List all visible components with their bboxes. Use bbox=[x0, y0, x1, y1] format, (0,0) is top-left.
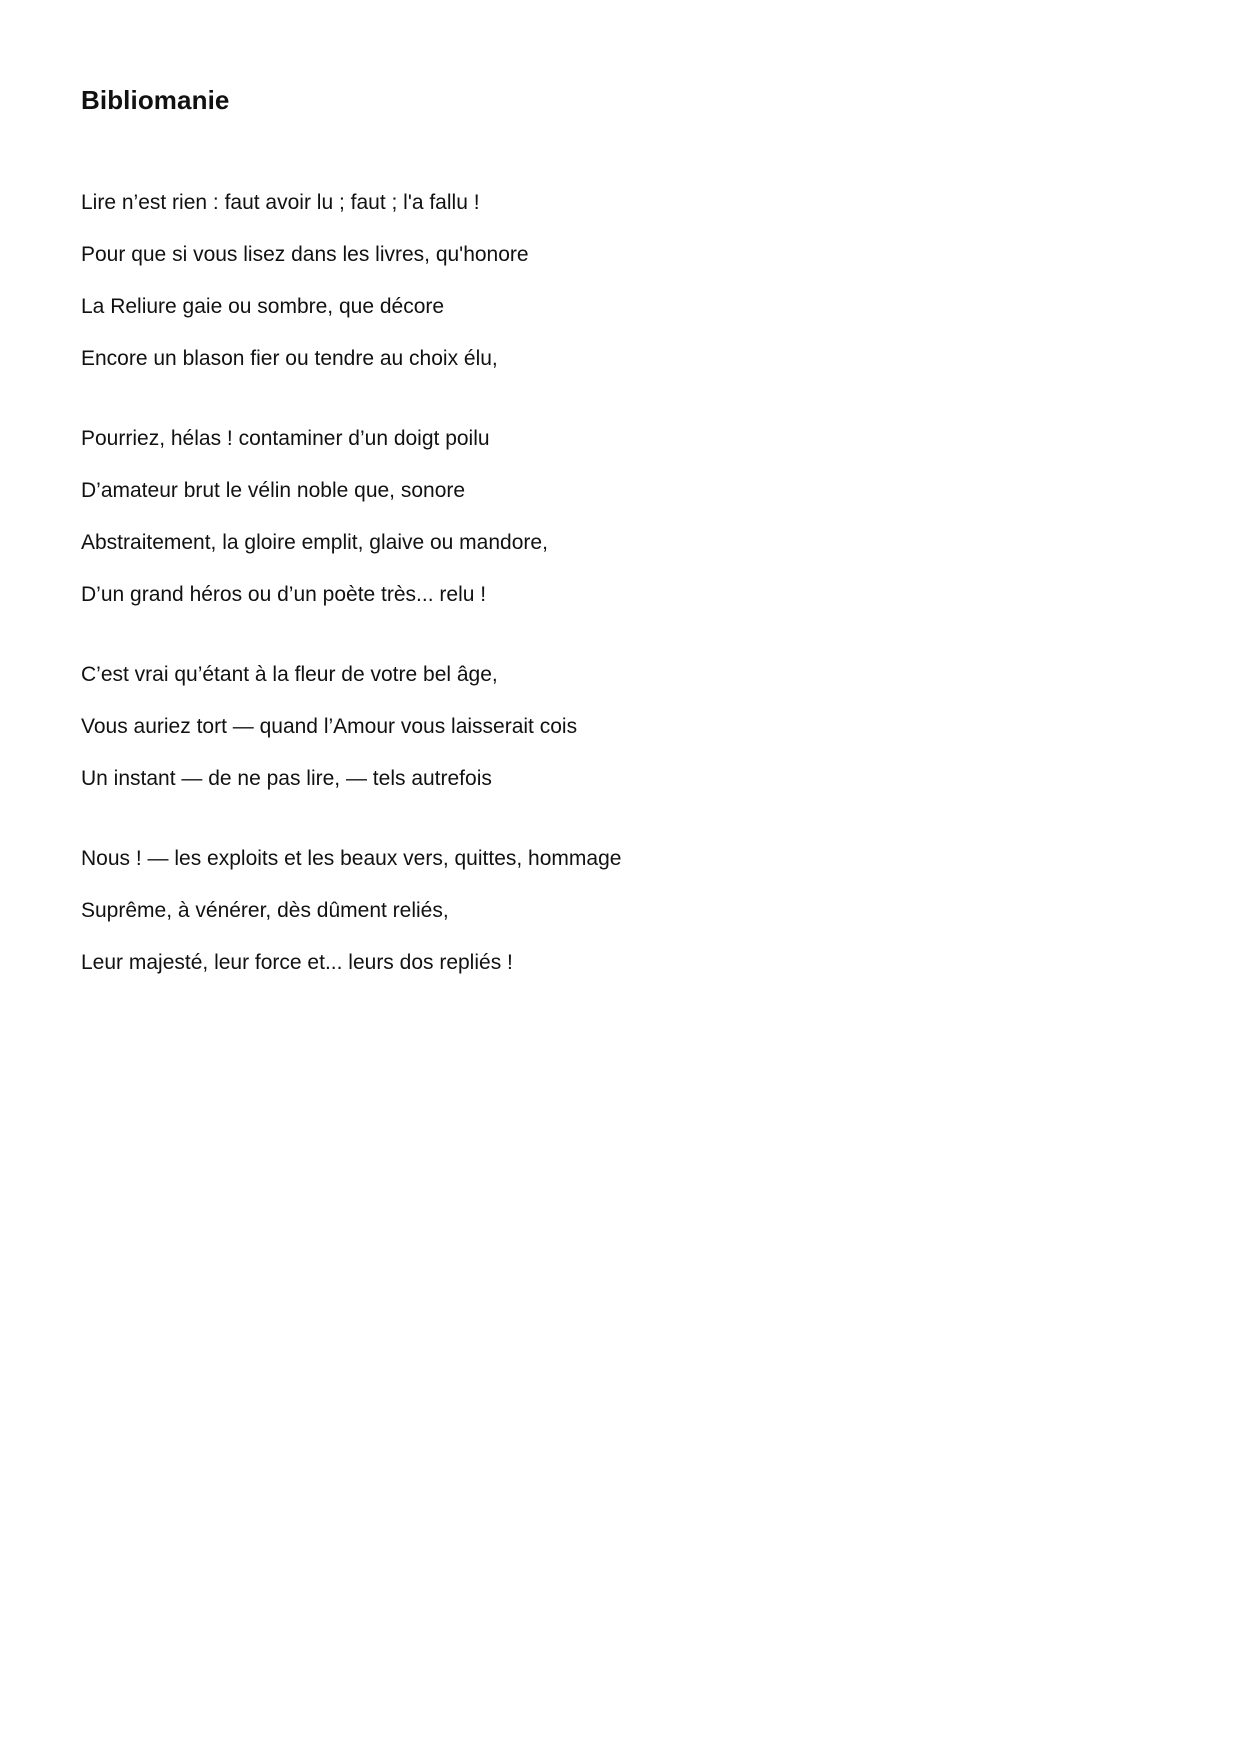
stanza-4 bbox=[81, 844, 1181, 978]
poem-line: D’amateur brut le vélin noble que, sonore bbox=[81, 479, 466, 502]
poem-line: Pourriez, hélas ! contaminer d’un doigt poilu bbox=[81, 427, 490, 450]
poem-line: D’un grand héros ou d’un poète très... relu ! bbox=[81, 583, 487, 606]
stanza-3 bbox=[81, 660, 1181, 794]
poem-line: La Reliure gaie ou sombre, que décore bbox=[81, 295, 445, 318]
poem-line: Pour que si vous lisez dans les livres, qu'honore bbox=[81, 243, 529, 266]
poem-line: Un instant — de ne pas lire, — tels autrefois bbox=[81, 767, 492, 790]
stanza-2 bbox=[81, 424, 1181, 610]
poem-line: Nous ! — les exploits et les beaux vers, quittes, hommage bbox=[81, 847, 622, 870]
stanza-1 bbox=[81, 188, 1181, 374]
poem-title: Bibliomanie bbox=[81, 85, 230, 115]
poem-line: Vous auriez tort — quand l’Amour vous laisserait cois bbox=[81, 715, 578, 738]
poem-line: Suprême, à vénérer, dès dûment reliés, bbox=[81, 899, 449, 922]
poem-body bbox=[81, 188, 1181, 1028]
poem-line: Leur majesté, leur force et... leurs dos repliés ! bbox=[81, 951, 513, 974]
poem-line: C’est vrai qu’étant à la fleur de votre bel âge, bbox=[81, 663, 498, 686]
poem-line: Lire n’est rien : faut avoir lu ; faut ; l'a fallu ! bbox=[81, 191, 480, 214]
poem-line: Encore un blason fier ou tendre au choix élu, bbox=[81, 347, 498, 370]
poem-line: Abstraitement, la gloire emplit, glaive ou mandore, bbox=[81, 531, 548, 554]
